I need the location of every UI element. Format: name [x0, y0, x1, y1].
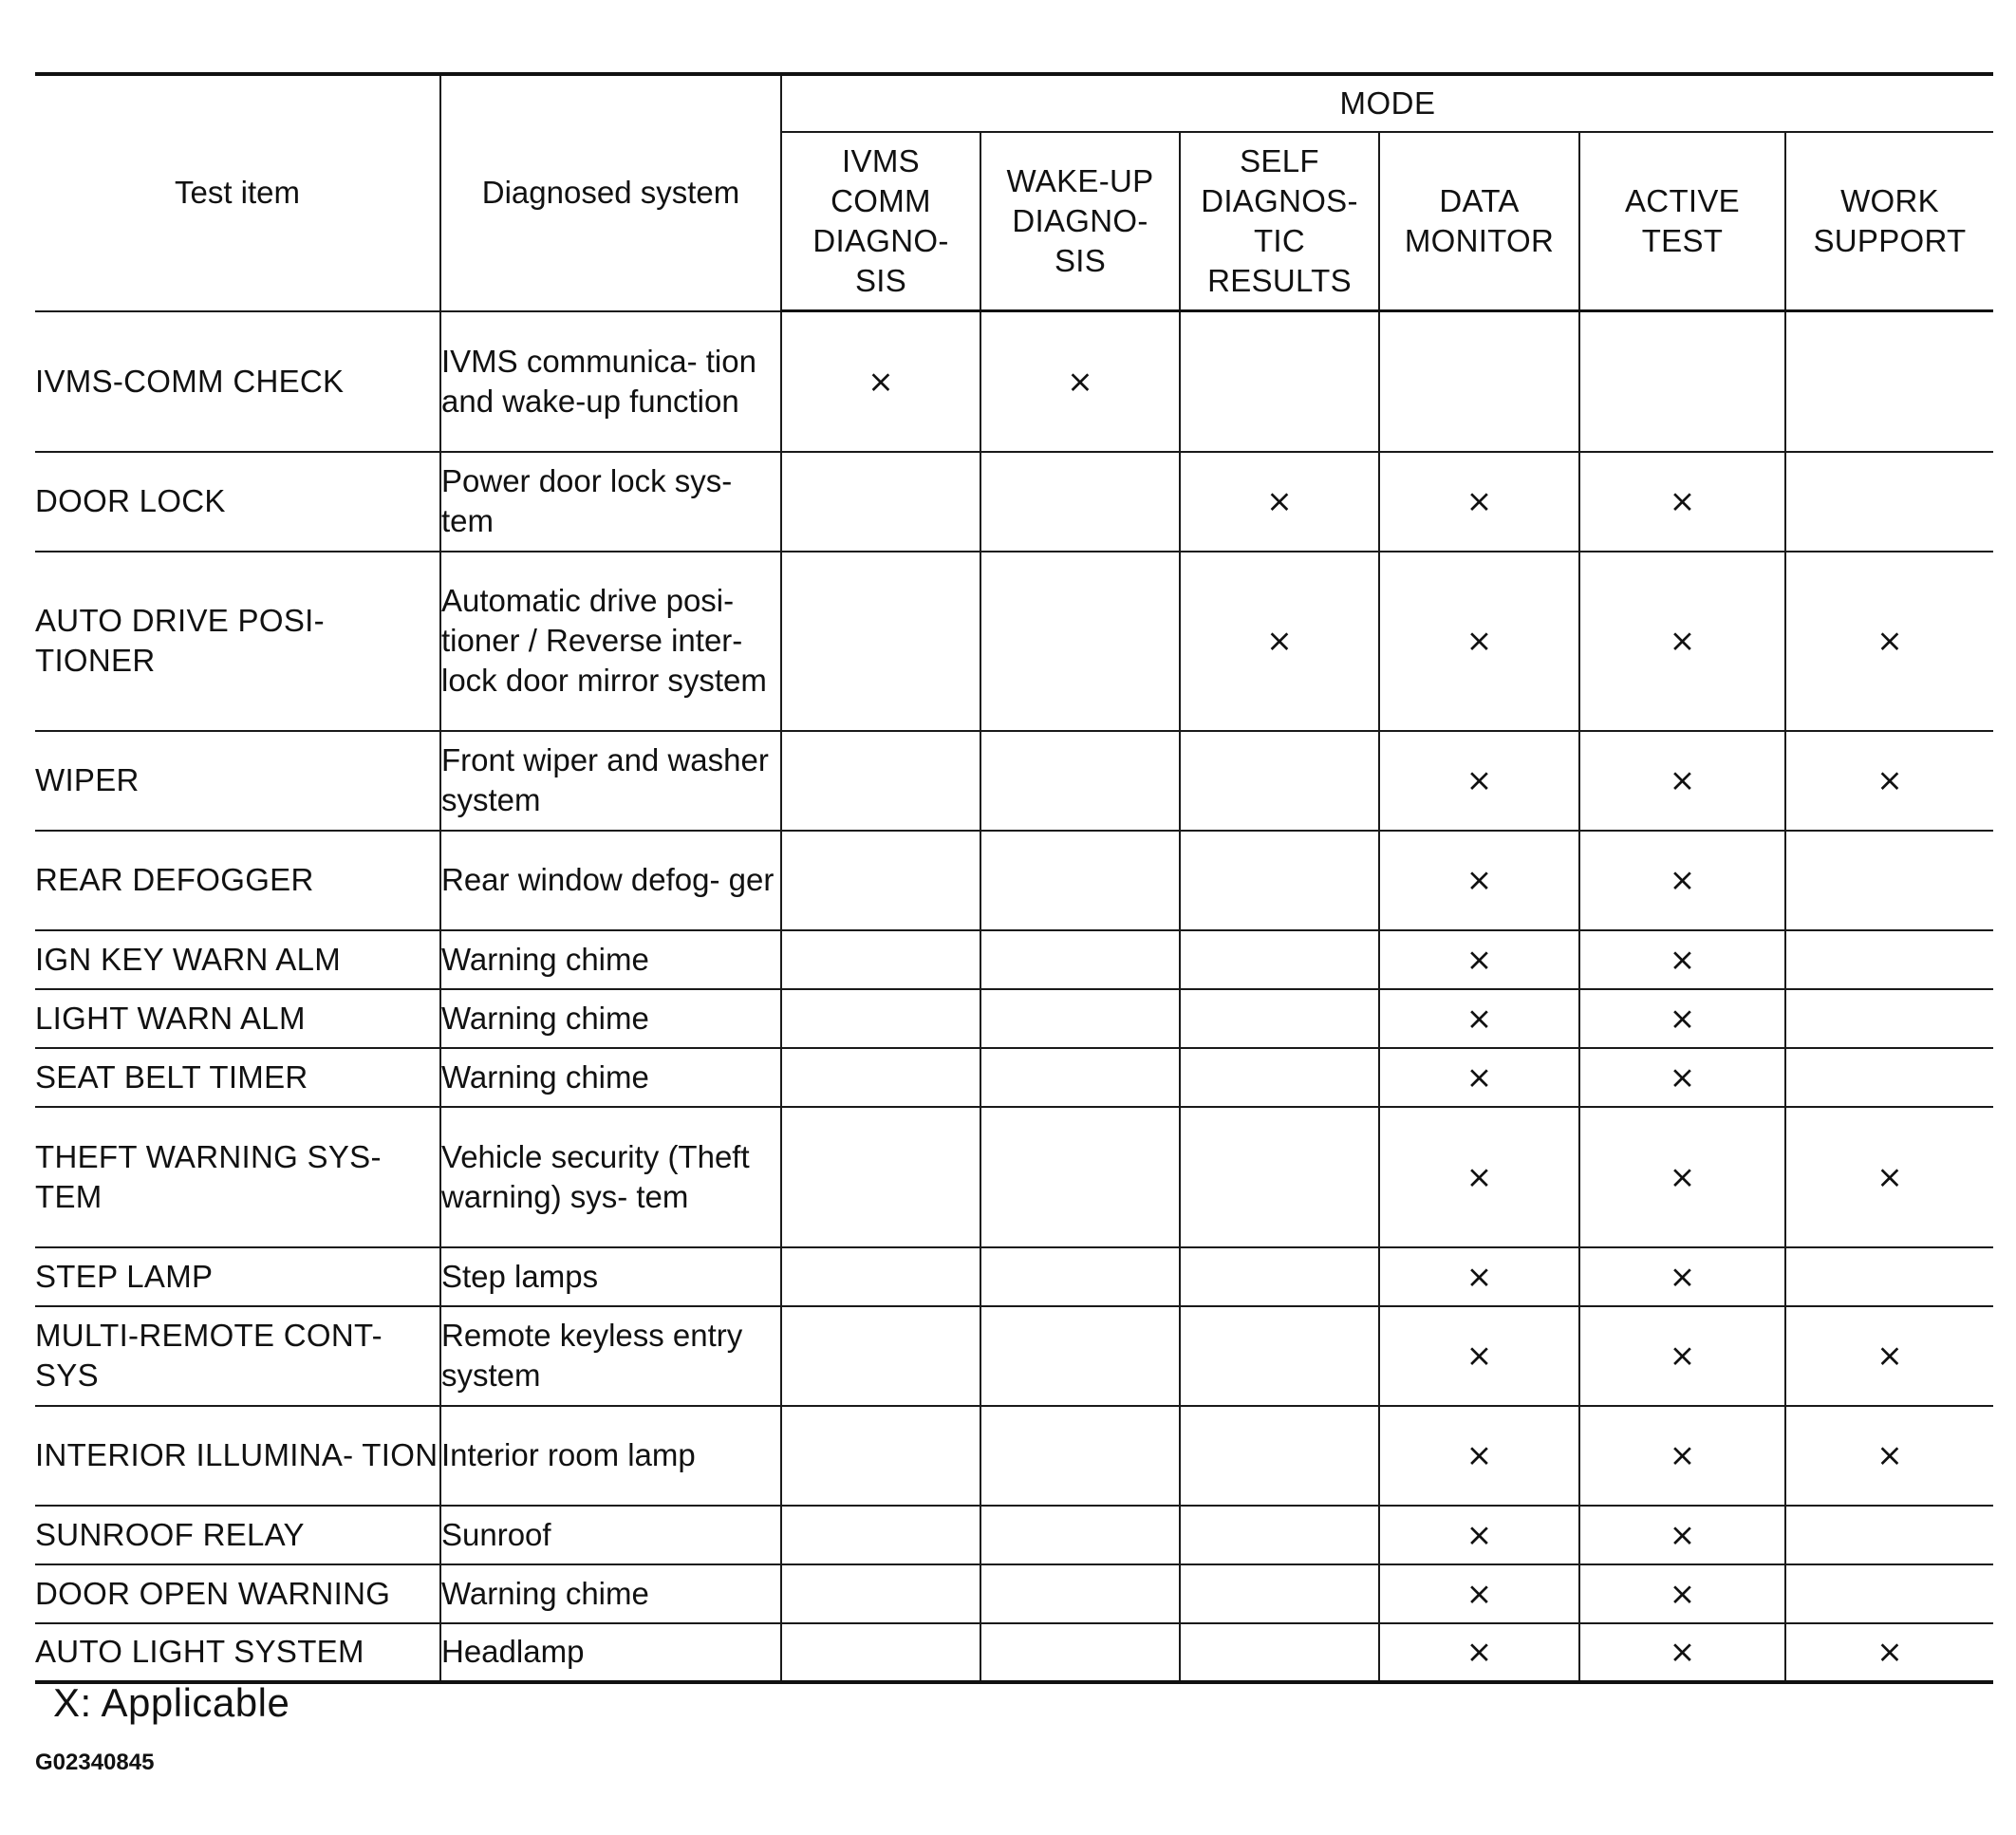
mode-cell-ivms-comm-diagnosis [781, 1623, 980, 1682]
test-item-cell: IGN KEY WARN ALM [35, 930, 440, 989]
applicable-mark-icon: × [1669, 999, 1696, 1037]
diagnosed-system-cell: Warning chime [440, 1048, 781, 1107]
applicable-mark-icon: × [1669, 1515, 1696, 1553]
mode-cell-work-support [1785, 1306, 1993, 1406]
mode-cell-work-support [1785, 930, 1993, 989]
mode-cell-wake-up-diagnosis [980, 1048, 1180, 1107]
table-body [35, 311, 1993, 1682]
applicable-mark-icon: × [1876, 622, 1903, 659]
mode-cell-active-test [1579, 1506, 1785, 1564]
applicable-mark-icon: × [1669, 861, 1696, 898]
diagnosed-system-cell: Vehicle security (Theft warning) sys- tem [440, 1107, 781, 1247]
legend-note: X: Applicable [53, 1680, 290, 1725]
applicable-mark-icon: × [1669, 482, 1696, 519]
header-mode-group: MODE [781, 74, 1993, 132]
table-row [35, 731, 1993, 831]
table-row [35, 1564, 1993, 1623]
mode-cell-work-support [1785, 1107, 1993, 1247]
mode-cell-data-monitor [1379, 1406, 1579, 1506]
applicable-mark-icon: × [1465, 1574, 1493, 1612]
test-item-cell: DOOR OPEN WARNING [35, 1564, 440, 1623]
header-mode-active-test: ACTIVE TEST [1579, 132, 1785, 311]
applicable-mark-icon: × [1669, 1058, 1696, 1095]
mode-cell-data-monitor [1379, 731, 1579, 831]
mode-cell-wake-up-diagnosis [980, 1506, 1180, 1564]
diagnosed-system-cell: Warning chime [440, 930, 781, 989]
mode-cell-active-test [1579, 731, 1785, 831]
mode-cell-ivms-comm-diagnosis [781, 1406, 980, 1506]
mode-cell-self-diagnostic-results [1180, 1247, 1379, 1306]
mode-cell-self-diagnostic-results [1180, 552, 1379, 731]
mode-cell-work-support [1785, 311, 1993, 452]
diagnosed-system-cell: Headlamp [440, 1623, 781, 1682]
mode-cell-work-support [1785, 1564, 1993, 1623]
mode-cell-work-support [1785, 1247, 1993, 1306]
mode-cell-self-diagnostic-results [1180, 311, 1379, 452]
test-item-cell: AUTO DRIVE POSI- TIONER [35, 552, 440, 731]
mode-cell-self-diagnostic-results [1180, 1623, 1379, 1682]
test-item-cell: DOOR LOCK [35, 452, 440, 552]
diagnosed-system-cell: Remote keyless entry system [440, 1306, 781, 1406]
header-diagnosed-system: Diagnosed system [440, 74, 781, 311]
mode-cell-work-support [1785, 552, 1993, 731]
applicable-mark-icon: × [1669, 1257, 1696, 1295]
table-row [35, 1506, 1993, 1564]
mode-cell-self-diagnostic-results [1180, 831, 1379, 930]
mode-cell-ivms-comm-diagnosis [781, 1107, 980, 1247]
mode-cell-wake-up-diagnosis [980, 989, 1180, 1048]
mode-cell-ivms-comm-diagnosis [781, 452, 980, 552]
mode-cell-data-monitor [1379, 452, 1579, 552]
applicable-mark-icon: × [1876, 1337, 1903, 1374]
mode-cell-ivms-comm-diagnosis [781, 1506, 980, 1564]
header-row-top [35, 74, 1993, 132]
applicable-mark-icon: × [1465, 940, 1493, 978]
applicable-mark-icon: × [1465, 761, 1493, 798]
mode-cell-ivms-comm-diagnosis [781, 930, 980, 989]
mode-cell-self-diagnostic-results [1180, 1048, 1379, 1107]
applicable-mark-icon: × [1876, 761, 1903, 798]
mode-cell-active-test [1579, 452, 1785, 552]
applicable-mark-icon: × [1465, 1257, 1493, 1295]
test-item-cell: MULTI-REMOTE CONT- SYS [35, 1306, 440, 1406]
diagnosed-system-cell: Power door lock sys- tem [440, 452, 781, 552]
mode-cell-self-diagnostic-results [1180, 1564, 1379, 1623]
table-row [35, 1048, 1993, 1107]
applicable-mark-icon: × [1266, 622, 1293, 659]
applicable-mark-icon: × [1465, 1436, 1493, 1473]
mode-cell-data-monitor [1379, 1623, 1579, 1682]
applicable-mark-icon: × [1465, 861, 1493, 898]
mode-cell-ivms-comm-diagnosis [781, 731, 980, 831]
diagnosed-system-cell: Step lamps [440, 1247, 781, 1306]
table-row [35, 311, 1993, 452]
mode-cell-data-monitor [1379, 1247, 1579, 1306]
test-item-cell: LIGHT WARN ALM [35, 989, 440, 1048]
header-mode-ivms-comm-diagnosis: IVMS COMM DIAGNO- SIS [781, 132, 980, 311]
table-row [35, 831, 1993, 930]
mode-cell-active-test [1579, 1406, 1785, 1506]
mode-cell-active-test [1579, 1623, 1785, 1682]
mode-cell-wake-up-diagnosis [980, 1306, 1180, 1406]
applicable-mark-icon: × [1876, 1436, 1903, 1473]
test-item-cell: SUNROOF RELAY [35, 1506, 440, 1564]
applicable-mark-icon: × [1876, 1157, 1903, 1195]
table-row [35, 1306, 1993, 1406]
mode-cell-self-diagnostic-results [1180, 731, 1379, 831]
applicable-mark-icon: × [1465, 1157, 1493, 1195]
applicable-mark-icon: × [1465, 622, 1493, 659]
diagnosed-system-cell: Warning chime [440, 989, 781, 1048]
applicable-mark-icon: × [1465, 1058, 1493, 1095]
mode-cell-wake-up-diagnosis [980, 552, 1180, 731]
mode-cell-ivms-comm-diagnosis [781, 1564, 980, 1623]
mode-cell-self-diagnostic-results [1180, 1306, 1379, 1406]
mode-cell-ivms-comm-diagnosis [781, 1306, 980, 1406]
mode-cell-ivms-comm-diagnosis [781, 1247, 980, 1306]
mode-cell-data-monitor [1379, 989, 1579, 1048]
mode-cell-data-monitor [1379, 311, 1579, 452]
mode-cell-data-monitor [1379, 552, 1579, 731]
mode-cell-wake-up-diagnosis [980, 1107, 1180, 1247]
test-item-cell: REAR DEFOGGER [35, 831, 440, 930]
mode-cell-active-test [1579, 930, 1785, 989]
mode-cell-active-test [1579, 1048, 1785, 1107]
mode-cell-active-test [1579, 831, 1785, 930]
applicable-mark-icon: × [1465, 1633, 1493, 1670]
applicable-mark-icon: × [1669, 1436, 1696, 1473]
table-row [35, 930, 1993, 989]
mode-cell-wake-up-diagnosis [980, 731, 1180, 831]
header-mode-wake-up-diagnosis: WAKE-UP DIAGNO- SIS [980, 132, 1180, 311]
test-item-cell: INTERIOR ILLUMINA- TION [35, 1406, 440, 1506]
header-mode-work-support: WORK SUPPORT [1785, 132, 1993, 311]
mode-cell-work-support [1785, 831, 1993, 930]
mode-cell-wake-up-diagnosis [980, 1623, 1180, 1682]
mode-cell-work-support [1785, 452, 1993, 552]
diagnosis-mode-table [35, 72, 1993, 1684]
table-row [35, 452, 1993, 552]
figure-id: G02340845 [35, 1750, 155, 1775]
test-item-cell: THEFT WARNING SYS- TEM [35, 1107, 440, 1247]
diagnosed-system-cell: Front wiper and washer system [440, 731, 781, 831]
test-item-cell: AUTO LIGHT SYSTEM [35, 1623, 440, 1682]
diagnosed-system-cell: Rear window defog- ger [440, 831, 781, 930]
applicable-mark-icon: × [1067, 362, 1093, 400]
mode-cell-data-monitor [1379, 930, 1579, 989]
diagnosed-system-cell: Automatic drive posi- tioner / Reverse inter- lock door mirror system [440, 552, 781, 731]
mode-cell-self-diagnostic-results [1180, 1506, 1379, 1564]
mode-cell-wake-up-diagnosis [980, 1406, 1180, 1506]
mode-cell-data-monitor [1379, 1506, 1579, 1564]
mode-cell-active-test [1579, 1564, 1785, 1623]
applicable-mark-icon: × [1669, 761, 1696, 798]
table-row [35, 552, 1993, 731]
applicable-mark-icon: × [1669, 1337, 1696, 1374]
mode-cell-wake-up-diagnosis [980, 452, 1180, 552]
mode-cell-work-support [1785, 1406, 1993, 1506]
mode-cell-wake-up-diagnosis [980, 930, 1180, 989]
applicable-mark-icon: × [1669, 1157, 1696, 1195]
test-item-cell: IVMS-COMM CHECK [35, 311, 440, 452]
mode-cell-data-monitor [1379, 1048, 1579, 1107]
mode-cell-active-test [1579, 311, 1785, 452]
test-item-cell: WIPER [35, 731, 440, 831]
mode-cell-active-test [1579, 552, 1785, 731]
applicable-mark-icon: × [1266, 482, 1293, 519]
test-item-cell: SEAT BELT TIMER [35, 1048, 440, 1107]
applicable-mark-icon: × [1465, 1337, 1493, 1374]
test-item-cell: STEP LAMP [35, 1247, 440, 1306]
mode-cell-data-monitor [1379, 831, 1579, 930]
diagnosis-mode-table-sheet [35, 72, 1993, 1684]
diagnosed-system-cell: IVMS communica- tion and wake-up function [440, 311, 781, 452]
mode-cell-self-diagnostic-results [1180, 452, 1379, 552]
header-mode-data-monitor: DATA MONITOR [1379, 132, 1579, 311]
mode-cell-wake-up-diagnosis [980, 1247, 1180, 1306]
mode-cell-data-monitor [1379, 1564, 1579, 1623]
mode-cell-work-support [1785, 1506, 1993, 1564]
applicable-mark-icon: × [1669, 622, 1696, 659]
mode-cell-active-test [1579, 989, 1785, 1048]
mode-cell-ivms-comm-diagnosis [781, 989, 980, 1048]
table-row [35, 1406, 1993, 1506]
mode-cell-wake-up-diagnosis [980, 1564, 1180, 1623]
mode-cell-self-diagnostic-results [1180, 1406, 1379, 1506]
applicable-mark-icon: × [1465, 999, 1493, 1037]
applicable-mark-icon: × [1465, 482, 1493, 519]
applicable-mark-icon: × [1465, 1515, 1493, 1553]
mode-cell-wake-up-diagnosis [980, 311, 1180, 452]
mode-cell-work-support [1785, 989, 1993, 1048]
mode-cell-ivms-comm-diagnosis [781, 831, 980, 930]
table-row [35, 1107, 1993, 1247]
applicable-mark-icon: × [868, 362, 894, 400]
mode-cell-wake-up-diagnosis [980, 831, 1180, 930]
mode-cell-self-diagnostic-results [1180, 930, 1379, 989]
table-row [35, 1247, 1993, 1306]
applicable-mark-icon: × [1669, 1574, 1696, 1612]
table-row [35, 1623, 1993, 1682]
mode-cell-work-support [1785, 1048, 1993, 1107]
mode-cell-active-test [1579, 1306, 1785, 1406]
header-test-item: Test item [35, 74, 440, 311]
mode-cell-data-monitor [1379, 1306, 1579, 1406]
diagnosed-system-cell: Interior room lamp [440, 1406, 781, 1506]
mode-cell-active-test [1579, 1247, 1785, 1306]
mode-cell-ivms-comm-diagnosis [781, 1048, 980, 1107]
mode-cell-ivms-comm-diagnosis [781, 311, 980, 452]
applicable-mark-icon: × [1876, 1633, 1903, 1670]
diagnosed-system-cell: Sunroof [440, 1506, 781, 1564]
table-row [35, 989, 1993, 1048]
applicable-mark-icon: × [1669, 940, 1696, 978]
mode-cell-ivms-comm-diagnosis [781, 552, 980, 731]
diagnosed-system-cell: Warning chime [440, 1564, 781, 1623]
mode-cell-active-test [1579, 1107, 1785, 1247]
header-mode-self-diagnostic-results: SELF DIAGNOS- TIC RESULTS [1180, 132, 1379, 311]
mode-cell-work-support [1785, 1623, 1993, 1682]
mode-cell-self-diagnostic-results [1180, 989, 1379, 1048]
mode-cell-self-diagnostic-results [1180, 1107, 1379, 1247]
applicable-mark-icon: × [1669, 1633, 1696, 1670]
mode-cell-data-monitor [1379, 1107, 1579, 1247]
mode-cell-work-support [1785, 731, 1993, 831]
